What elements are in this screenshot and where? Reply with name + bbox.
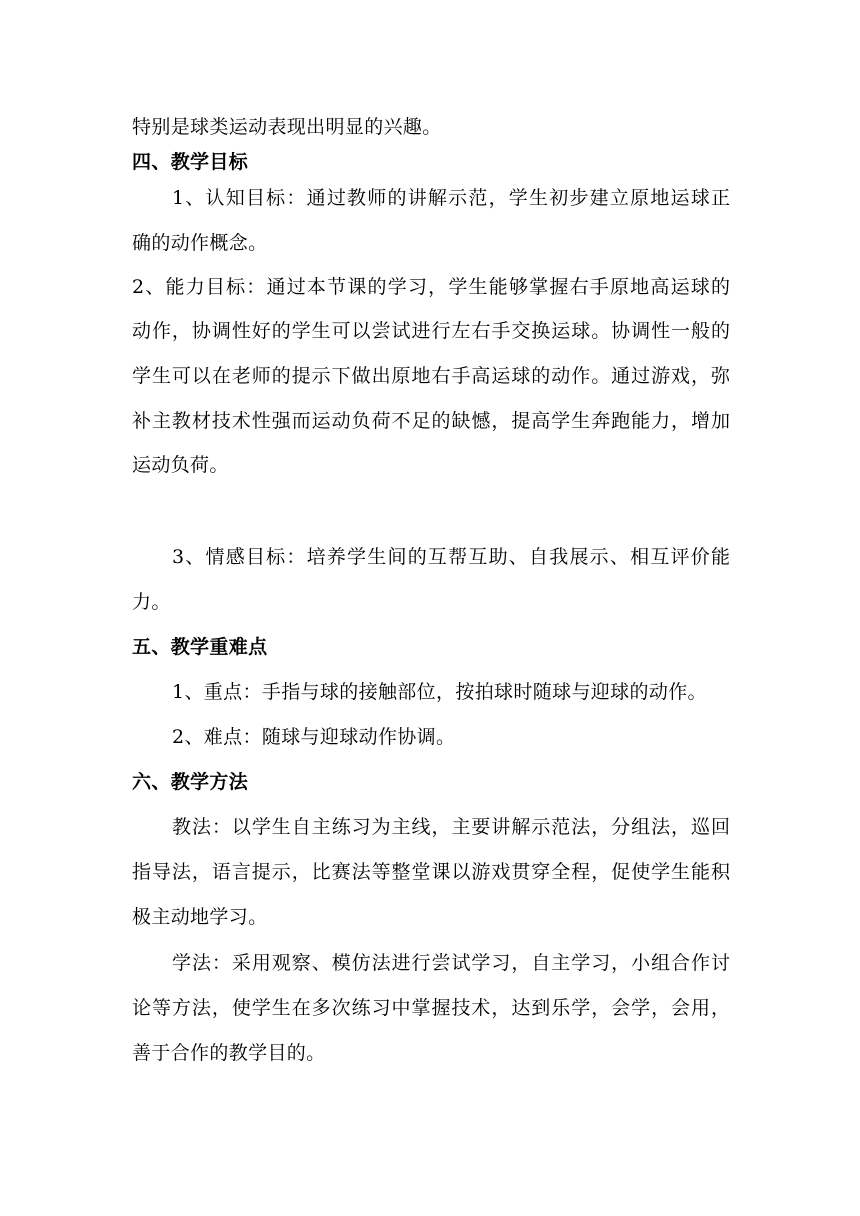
paragraph-line: 3、情感目标：培养学生间的互帮互助、自我展示、相互评价能	[172, 546, 730, 568]
paragraph-line: 特别是球类运动表现出明显的兴趣。	[132, 116, 442, 138]
paragraph-line: 力。	[132, 591, 171, 613]
paragraph-line: 补主教材技术性强而运动负荷不足的缺憾，提高学生奔跑能力，增加	[132, 410, 730, 432]
paragraph-line: 极主动地学习。	[132, 906, 268, 928]
paragraph-line: 教法：以学生自主练习为主线，主要讲解示范法，分组法，巡回	[172, 816, 730, 838]
paragraph-line: 1、认知目标：通过教师的讲解示范，学生初步建立原地运球正	[172, 187, 730, 209]
paragraph-line: 2、难点：随球与迎球动作协调。	[172, 726, 456, 748]
section-heading-key-difficult-points: 五、教学重难点	[132, 636, 268, 658]
paragraph-line: 确的动作概念。	[132, 232, 268, 254]
paragraph-line: 论等方法，使学生在多次练习中掌握技术，达到乐学，会学，会用，	[132, 997, 730, 1019]
paragraph-line: 2、能力目标：通过本节课的学习，学生能够掌握右手原地高运球的	[132, 276, 730, 298]
paragraph-line: 动作，协调性好的学生可以尝试进行左右手交换运球。协调性一般的	[132, 320, 730, 342]
paragraph-line: 1、重点：手指与球的接触部位，按拍球时随球与迎球的动作。	[172, 681, 707, 703]
paragraph-line: 学法：采用观察、模仿法进行尝试学习，自主学习，小组合作讨	[172, 952, 730, 974]
paragraph-line: 指导法，语言提示，比赛法等整堂课以游戏贯穿全程，促使学生能积	[132, 861, 730, 883]
paragraph-line: 运动负荷。	[132, 454, 229, 476]
section-heading-teaching-methods: 六、教学方法	[132, 771, 249, 793]
paragraph-line: 善于合作的教学目的。	[132, 1042, 326, 1064]
section-heading-teaching-objectives: 四、教学目标	[132, 151, 249, 173]
paragraph-line: 学生可以在老师的提示下做出原地右手高运球的动作。通过游戏，弥	[132, 365, 730, 387]
